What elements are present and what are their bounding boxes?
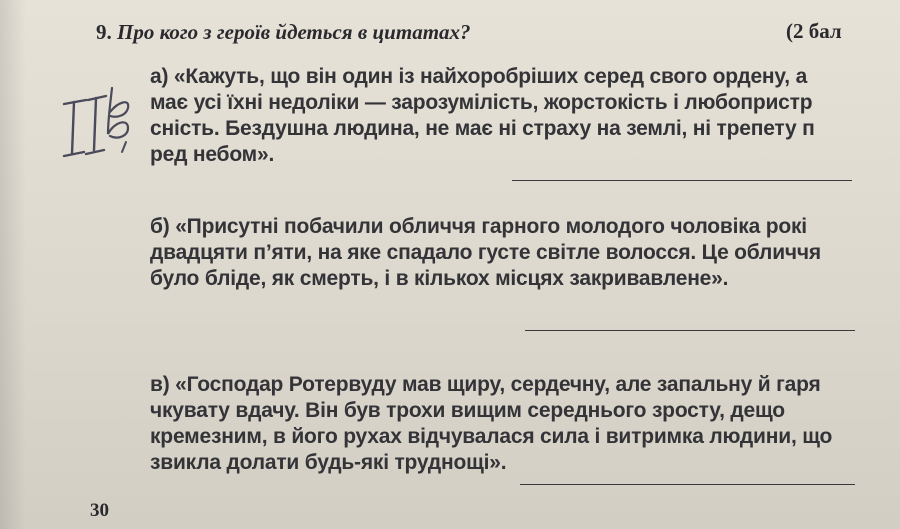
quote-b-line: двадцяти п’яти, на яке спадало густе світле волосся. Це обличчя: [150, 241, 821, 264]
quote-c-line: в) «Господар Ротервуду мав щиру, сердечну, але запальну й гаря: [150, 373, 821, 396]
page-edge-shadow: [0, 0, 26, 529]
points-label: (2 бал: [786, 19, 842, 43]
page-number: 30: [90, 500, 109, 521]
answer-line-b[interactable]: [525, 330, 855, 331]
question-heading: [96, 20, 471, 45]
answer-line-a[interactable]: [512, 180, 852, 181]
quote-a-line: ред небом».: [150, 143, 275, 166]
question-text: Про кого з героїв йдеться в цитатах?: [117, 20, 471, 44]
quote-b-line: б) «Присутні побачили обличчя гарного молодого чоловіка рокі: [150, 215, 807, 238]
question-number: 9.: [96, 20, 112, 44]
quote-a-line: сність. Бездушна людина, не має ні страху на землі, ні трепету п: [150, 117, 815, 140]
quote-b-line: було бліде, як смерть, і в кількох місцях закривавлене».: [150, 267, 729, 290]
answer-line-c[interactable]: [520, 484, 855, 485]
quote-a: [150, 64, 855, 168]
quote-c-line: чкувату вдачу. Він був трохи вищим середнього зросту, дещо: [150, 399, 785, 422]
quote-a-line: має усі їхні недоліки — зарозумілість, жорстокість і любопристр: [150, 91, 813, 114]
quote-a-line: а) «Кажуть, що він один із найхоробріших серед свого ордену, а: [150, 65, 808, 88]
quote-c-line: звикла долати будь-які труднощі».: [150, 451, 507, 474]
quote-c-line: кремезним, в його рухах відчувалася сила і витримка людини, що: [150, 425, 833, 448]
handwritten-answer-mark: [58, 76, 134, 166]
quote-b: [150, 214, 855, 292]
quote-c: [150, 372, 855, 476]
